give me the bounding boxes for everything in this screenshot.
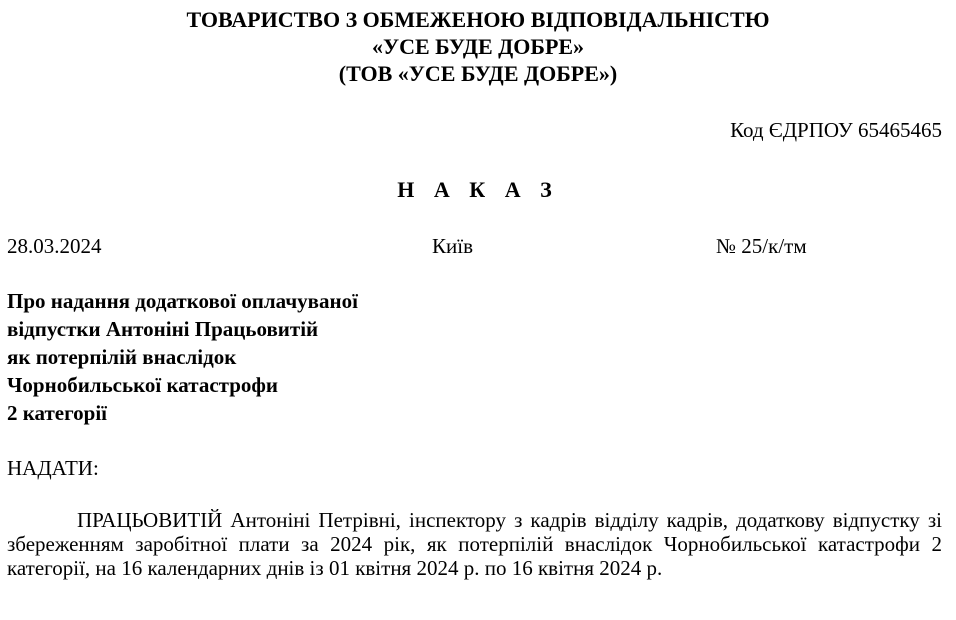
document-title: Н А К А З <box>397 177 559 202</box>
edrpou-code: Код ЄДРПОУ 65465465 <box>730 118 942 142</box>
directive-heading: НАДАТИ: <box>7 456 99 480</box>
org-name-line-1: ТОВАРИСТВО З ОБМЕЖЕНОЮ ВІДПОВІДАЛЬНІСТЮ <box>186 7 770 32</box>
document-meta-row <box>0 232 956 260</box>
org-name-line-2: «УСЕ БУДЕ ДОБРЕ» <box>371 34 585 59</box>
document-subject <box>7 287 358 427</box>
subject-line-3: як потерпілій внаслідок <box>7 345 237 369</box>
subject-line-5: 2 категорії <box>7 401 107 425</box>
organization-header <box>0 6 956 87</box>
order-body-paragraph: ПРАЦЬОВИТІЙ Антоніні Петрівні, інспектору з кадрів відділу кадрів, додаткову відпустку зі збереженням заробітної плати за 2024 рік, як потерпілій внаслідок Чорнобильської катастрофи 2 категорії, на 16 календарних днів із 01 квітня 2024 р. по 16 квітня 2024 р. <box>7 508 942 580</box>
org-name-line-3: (ТОВ «УСЕ БУДЕ ДОБРЕ») <box>338 61 618 86</box>
document-number: № 25/к/тм <box>716 234 807 258</box>
subject-line-1: Про надання додаткової оплачуваної <box>7 289 358 313</box>
document-city: Київ <box>432 234 473 258</box>
subject-line-4: Чорнобильської катастрофи <box>7 373 279 397</box>
subject-line-2: відпустки Антоніні Працьовитій <box>7 317 319 341</box>
document-date: 28.03.2024 <box>7 234 102 258</box>
